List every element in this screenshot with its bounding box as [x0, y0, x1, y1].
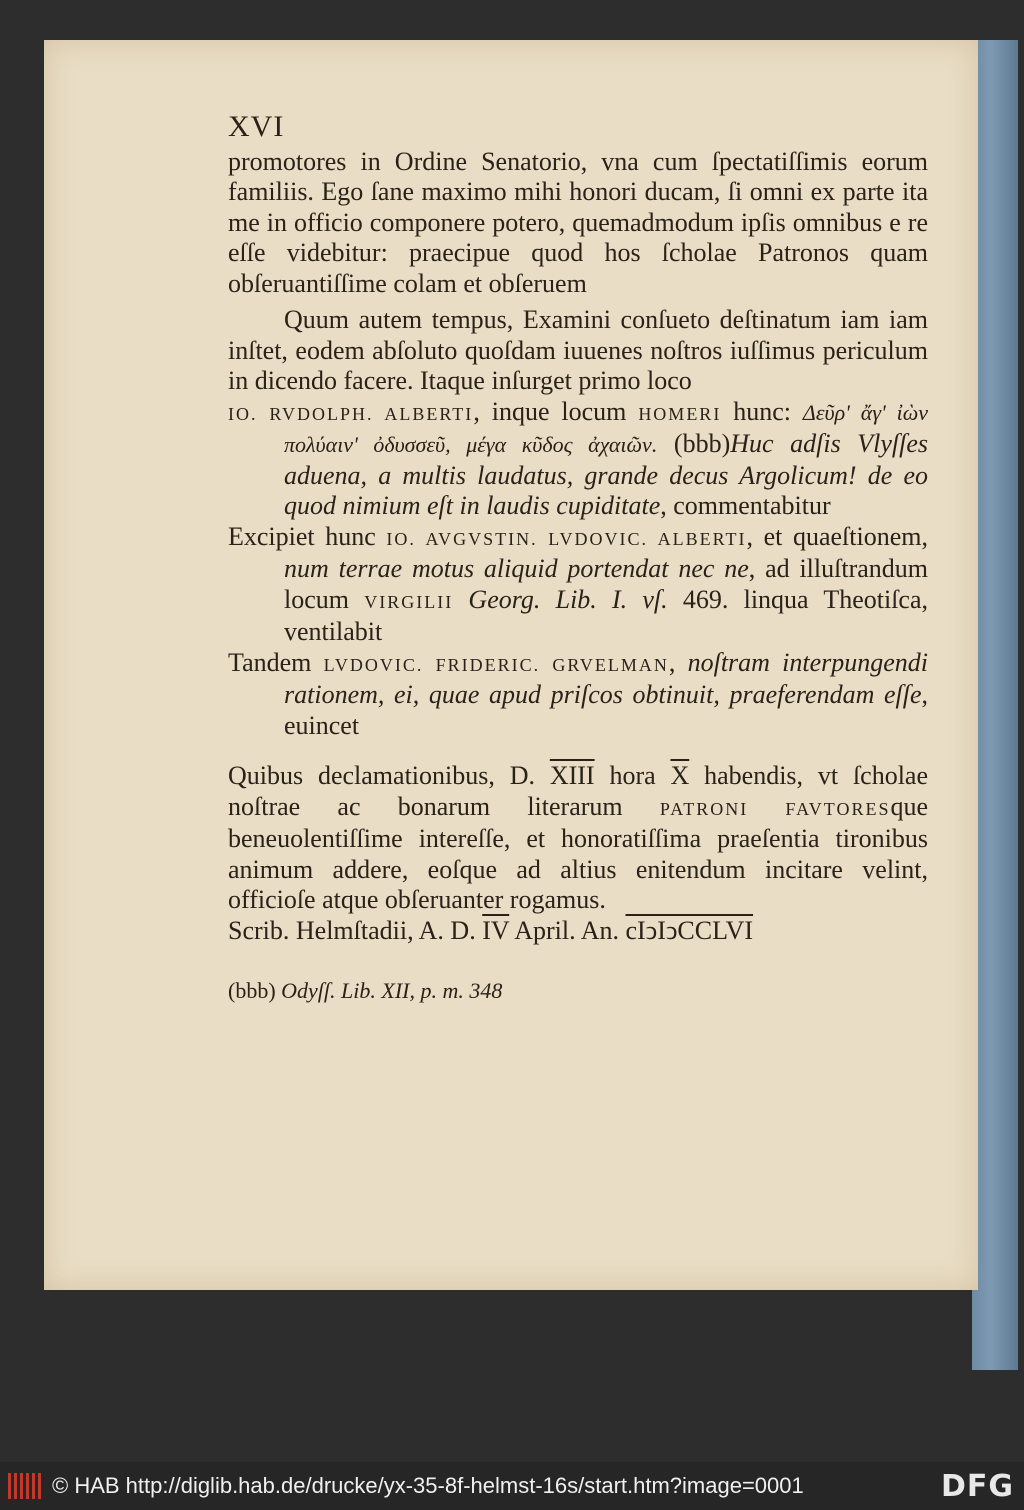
- text-run: , ad illuſtrandum locum: [284, 554, 928, 614]
- text-run: , euincet: [284, 680, 928, 740]
- author-name: HOMERI: [638, 403, 722, 424]
- page-text: [228, 112, 928, 1007]
- dfg-logo: DFG: [940, 1468, 1014, 1504]
- text-run: 469. linqua Theotiſca, ventilabit: [284, 584, 928, 646]
- binding-board: [972, 40, 1018, 1370]
- speaker-entry: [228, 397, 928, 522]
- book-page: [44, 40, 978, 1290]
- closing-paragraph: [228, 761, 928, 916]
- text-run: Excipiet hunc: [228, 521, 376, 551]
- hab-logo-icon: [8, 1473, 42, 1499]
- day-numeral: $\overline{IV}$: [482, 915, 510, 945]
- paragraph: Quum autem tempus, Examini conſueto deſtinatum iam iam inſtet, eodem abſoluto quoſdam iuuenes noſtros iuſſimus periculum in dicendo facere. Itaque inſurget primo loco: [228, 305, 928, 395]
- spacer: [228, 741, 928, 761]
- text-run: que beneuolentiſſime intereſſe, et honoratiſſima praeſentia tironibus animum addere, eoſque ad altius enitendum incitare velint, officioſe atque obſeruanter rogamus.: [228, 791, 929, 914]
- signature-line: [228, 916, 928, 947]
- footnote-label: (bbb): [228, 978, 276, 1003]
- page-number: XVI: [228, 110, 285, 143]
- speaker-entry: [228, 522, 928, 648]
- text-run: , et quaeſtionem,: [746, 521, 928, 551]
- citation: Georg. Lib. I. vſ.: [468, 584, 668, 614]
- year-numeral: cIↄIↄCCLVI: [625, 915, 754, 945]
- footnote-ref: (bbb): [673, 429, 731, 458]
- speaker-name: IO. RVDOLPH. ALBERTI: [228, 403, 474, 424]
- greek-quote: Δεῦρ' ἄγ' ἰὼν πολύαιν' ὀδυσσεῦ, μέγα κῦδος ἀχαιῶν.: [284, 399, 929, 457]
- speaker-name: IO. AVGVSTIN. LVDOVIC. ALBERTI: [386, 528, 747, 549]
- footnote: [228, 976, 928, 1007]
- speaker-name: LVDOVIC. FRIDERIC. GRVELMAN: [323, 654, 669, 675]
- text-run: hora: [609, 761, 656, 790]
- question-topic: num terrae motus aliquid portendat nec ne: [284, 554, 749, 583]
- text-run: hunc:: [733, 396, 791, 426]
- latin-translation: Huc adſis Vlyſſes aduena, a multis laudatus, grande decus Argolicum! de eo quod nimium eſt in laudis cupiditate: [284, 429, 929, 520]
- text-run: Scrib. Helmſtadii, A. D.: [228, 915, 476, 945]
- text-run: Quibus declamationibus, D.: [228, 761, 535, 790]
- footnote-text: Odyſſ. Lib. XII, p. m. 348: [281, 978, 503, 1003]
- paragraph: promotores in Ordine Senatorio, vna cum ſpectatiſſimis eorum familiis. Ego ſane maximo mihi honori ducam, ſi omni ex parte ita me in officio componere potero, quemadmodum ipſis omnibus e re eſſe videbitur: praecipue quod hos ſcholae Patronos quam obſeruantiſſime colam et obſeruem: [228, 146, 928, 298]
- speaker-entry: [228, 648, 928, 742]
- text-run: April. An.: [514, 915, 619, 945]
- text-run: , inque locum: [473, 396, 627, 426]
- patrons-fautores: PATRONI FAVTORES: [659, 798, 891, 819]
- text-run: , commentabitur: [660, 491, 831, 520]
- hour-numeral: $\overline{X}$: [670, 761, 690, 790]
- text-run: Tandem: [228, 647, 312, 677]
- source-link[interactable]: © HAB http://diglib.hab.de/drucke/yx-35-8f-helmst-16s/start.htm?image=0001: [52, 1473, 804, 1498]
- author-name: VIRGILII: [364, 591, 454, 612]
- text-run: ,: [668, 647, 676, 677]
- viewer-footer: [0, 1462, 1024, 1510]
- day-numeral: XIII: [549, 761, 595, 790]
- text-run: habendis, vt ſcholae noſtrae ac bonarum literarum: [228, 761, 929, 821]
- thesis: noſtram interpungendi rationem, ei, quae apud priſcos obtinuit, praeferendam eſſe: [284, 647, 929, 709]
